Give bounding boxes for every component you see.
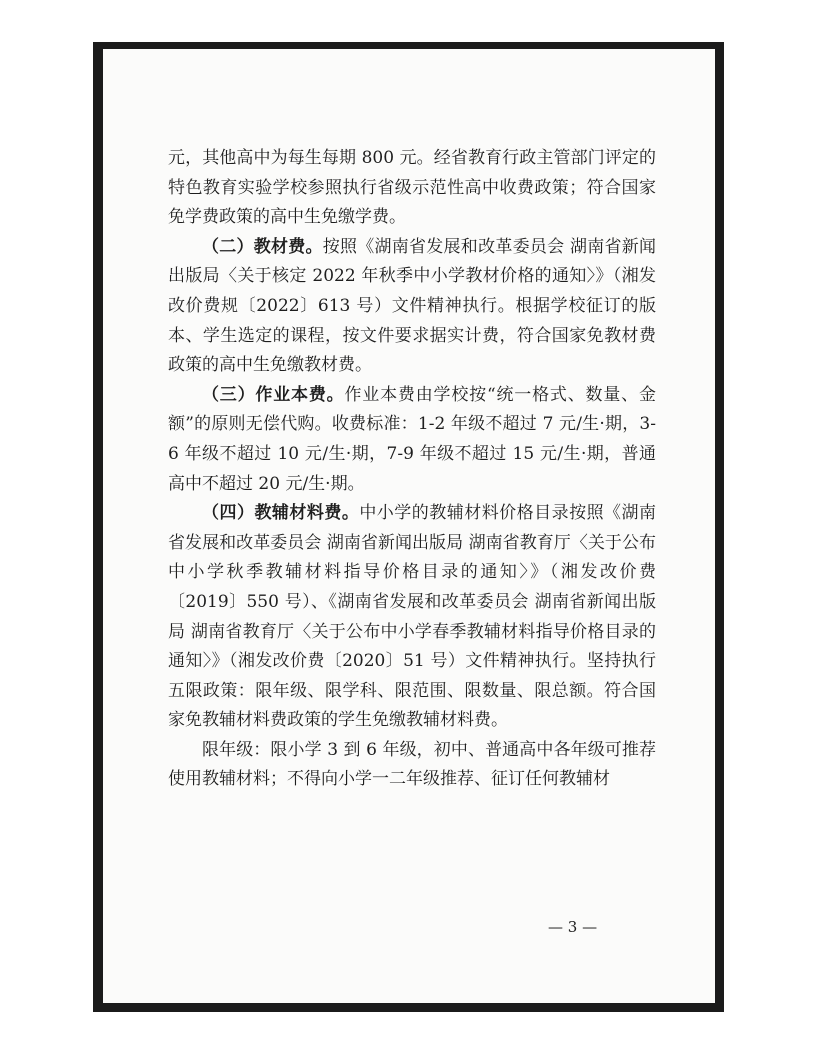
page-number: — 3 — [548, 918, 598, 936]
document-body [168, 144, 656, 795]
heading-textbook-fee: （二）教材费。 [202, 236, 323, 257]
paragraph-textbook-fee: （二）教材费。按照《湖南省发展和改革委员会 湖南省新闻出版局〈关于核定 2022 年秋季中小学教材价格的通知〉》（湘发改价费规〔2022〕613 号）文件精神执行。根据学校征订的版本、学生选定的课程，按文件要求据实计费，符合国家免教材费政策的高中生免缴教材费。 [168, 236, 657, 376]
heading-exercise-book-fee: （三）作业本费。 [202, 384, 345, 405]
paragraph-grade-limit: 限年级：限小学 3 到 6 年级，初中、普通高中各年级可推荐使用教辅材料；不得向小学一二年级推荐、征订任何教辅材 [168, 739, 656, 790]
paragraph-fee-continuation: 元，其他高中为每生每期 800 元。经省教育行政主管部门评定的特色教育实验学校参照执行省级示范性高中收费政策；符合国家免学费政策的高中生免缴学费。 [168, 148, 656, 228]
paragraph-supplementary-materials-fee: （四）教辅材料费。中小学的教辅材料价格目录按照《湖南省发展和改革委员会 湖南省新闻出版局 湖南省教育厅〈关于公布中小学秋季教辅材料指导价格目录的通知〉》（湘发改价费〔2019〕550 号）、《湖南省发展和改革委员会 湖南省新闻出版局 湖南省教育厅〈关于公布中小学春季教辅材料指导价格目录的通知〉》（湘发改价费〔2020〕51 号）文件精神执行。坚持执行五限政策：限年级、限学科、限范围、限数量、限总额。符合国家免教辅材料费政策的学生免缴教辅材料费。 [168, 503, 657, 731]
paragraph-exercise-book-fee: （三）作业本费。作业本费由学校按“统一格式、数量、金额”的原则无偿代购。收费标准：1-2 年级不超过 7 元/生·期，3-6 年级不超过 10 元/生·期，7-9 年级不超过 15 元/生·期，普通高中不超过 20 元/生·期。 [168, 384, 656, 494]
heading-supplementary-materials-fee: （四）教辅材料费。 [202, 503, 360, 524]
